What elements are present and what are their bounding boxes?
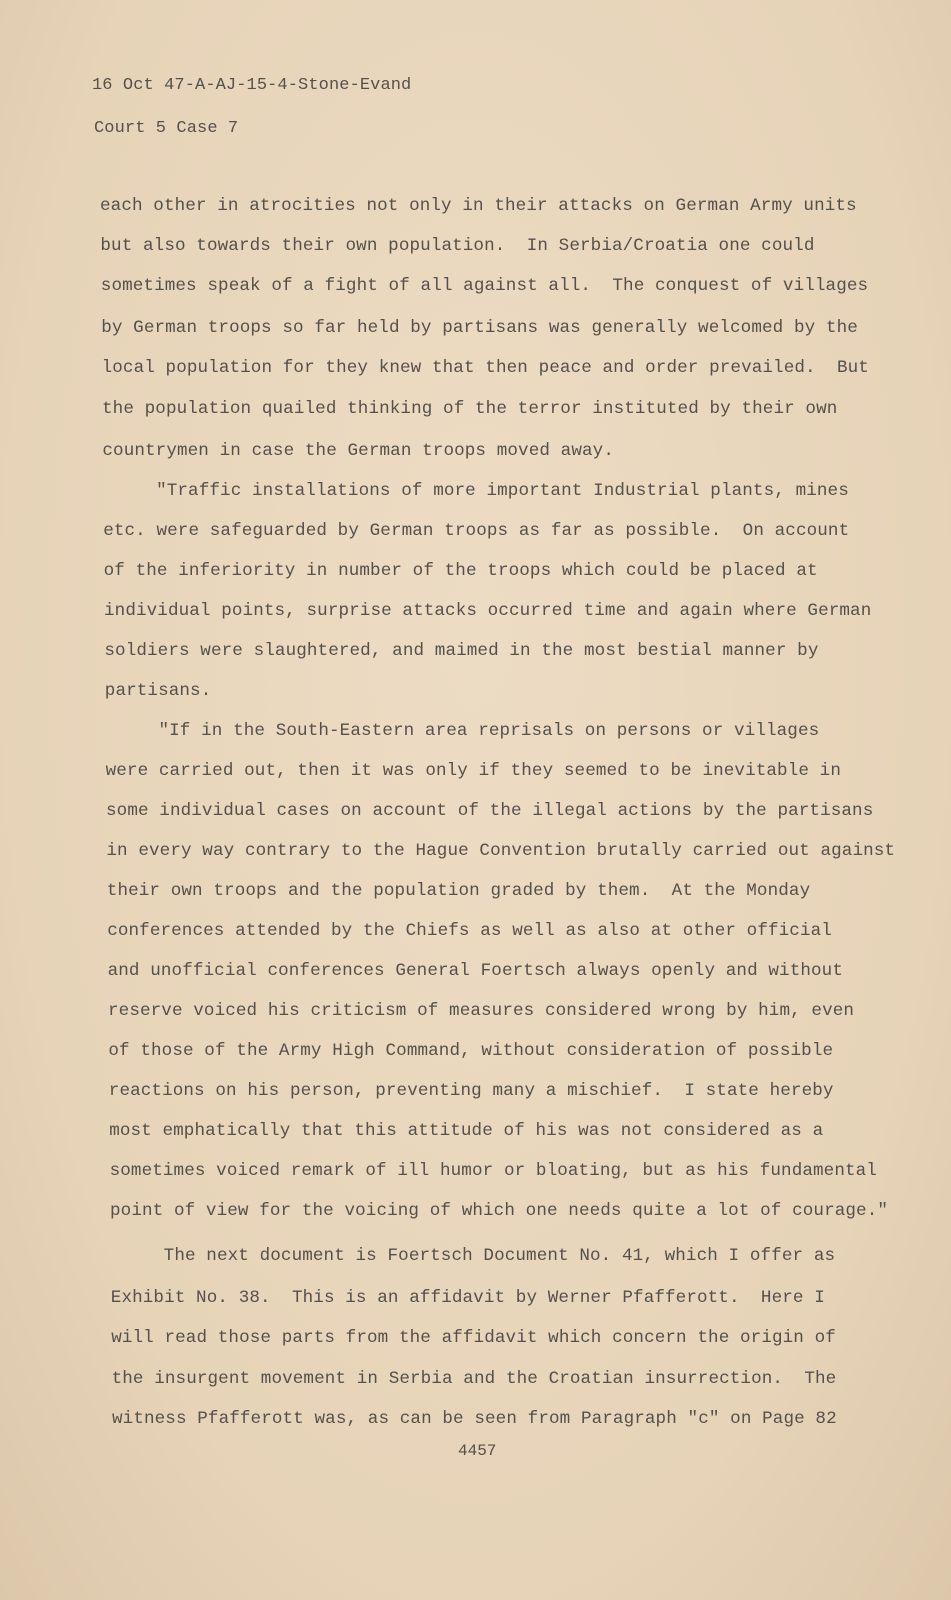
text-line: but also towards their own population. In Serbia/Croatia one could [100, 236, 815, 256]
text-line: The next document is Foertsch Document No. 41, which I offer as [110, 1246, 836, 1266]
page-number: 4457 [458, 1442, 497, 1460]
text-line: witness Pfafferott was, as can be seen from Paragraph "c" on Page 82 [112, 1409, 837, 1429]
text-line: sometimes voiced remark of ill humor or bloating, but as his fundamental [109, 1161, 877, 1181]
text-line: soldiers were slaughtered, and maimed in the most bestial manner by [104, 641, 819, 661]
text-line: some individual cases on account of the illegal actions by the partisans [106, 801, 874, 821]
text-line: partisans. [104, 681, 212, 701]
text-line: were carried out, then it was only if they seemed to be inevitable in [105, 761, 841, 781]
text-line: "Traffic installations of more important Industrial plants, mines [102, 481, 849, 501]
text-line: reserve voiced his criticism of measures considered wrong by him, even [108, 1001, 855, 1021]
text-line: of those of the Army High Command, without consideration of possible [108, 1041, 834, 1061]
text-line: reactions on his person, preventing many a mischief. I state hereby [108, 1081, 834, 1101]
text-line: individual points, surprise attacks occurred time and again where German [104, 601, 872, 621]
header-court-case: Court 5 Case 7 [94, 119, 239, 138]
text-line: will read those parts from the affidavit which concern the origin of [111, 1328, 836, 1348]
text-line: in every way contrary to the Hague Convention brutally carried out against [106, 841, 896, 861]
text-line: countrymen in case the German troops moved away. [102, 441, 614, 461]
text-line: Exhibit No. 38. This is an affidavit by Werner Pfafferott. Here I [110, 1288, 825, 1308]
text-line: etc. were safeguarded by German troops as far as possible. On account [103, 521, 850, 541]
text-line: point of view for the voicing of which one needs quite a lot of courage." [110, 1201, 889, 1221]
text-line: "If in the South-Eastern area reprisals on persons or villages [105, 721, 820, 741]
text-line: the population quailed thinking of the terror instituted by their own [102, 399, 838, 419]
text-line: the insurgent movement in Serbia and the Croatian insurrection. The [111, 1369, 837, 1389]
text-line: conferences attended by the Chiefs as well as also at other official [107, 921, 832, 941]
text-line: each other in atrocities not only in their attacks on German Army units [100, 196, 857, 216]
header-reference: 16 Oct 47-A-AJ-15-4-Stone-Evand [92, 76, 412, 95]
text-line: local population for they knew that then peace and order prevailed. But [101, 358, 869, 378]
text-line: of the inferiority in number of the troops which could be placed at [103, 561, 818, 581]
text-line: their own troops and the population graded by them. At the Monday [106, 881, 811, 901]
text-line: sometimes speak of a fight of all against all. The conquest of villages [100, 276, 869, 296]
text-line: and unofficial conferences General Foertsch always openly and without [107, 961, 843, 981]
text-line: most emphatically that this attitude of his was not considered as a [109, 1121, 824, 1141]
text-line: by German troops so far held by partisans was generally welcomed by the [101, 318, 858, 338]
